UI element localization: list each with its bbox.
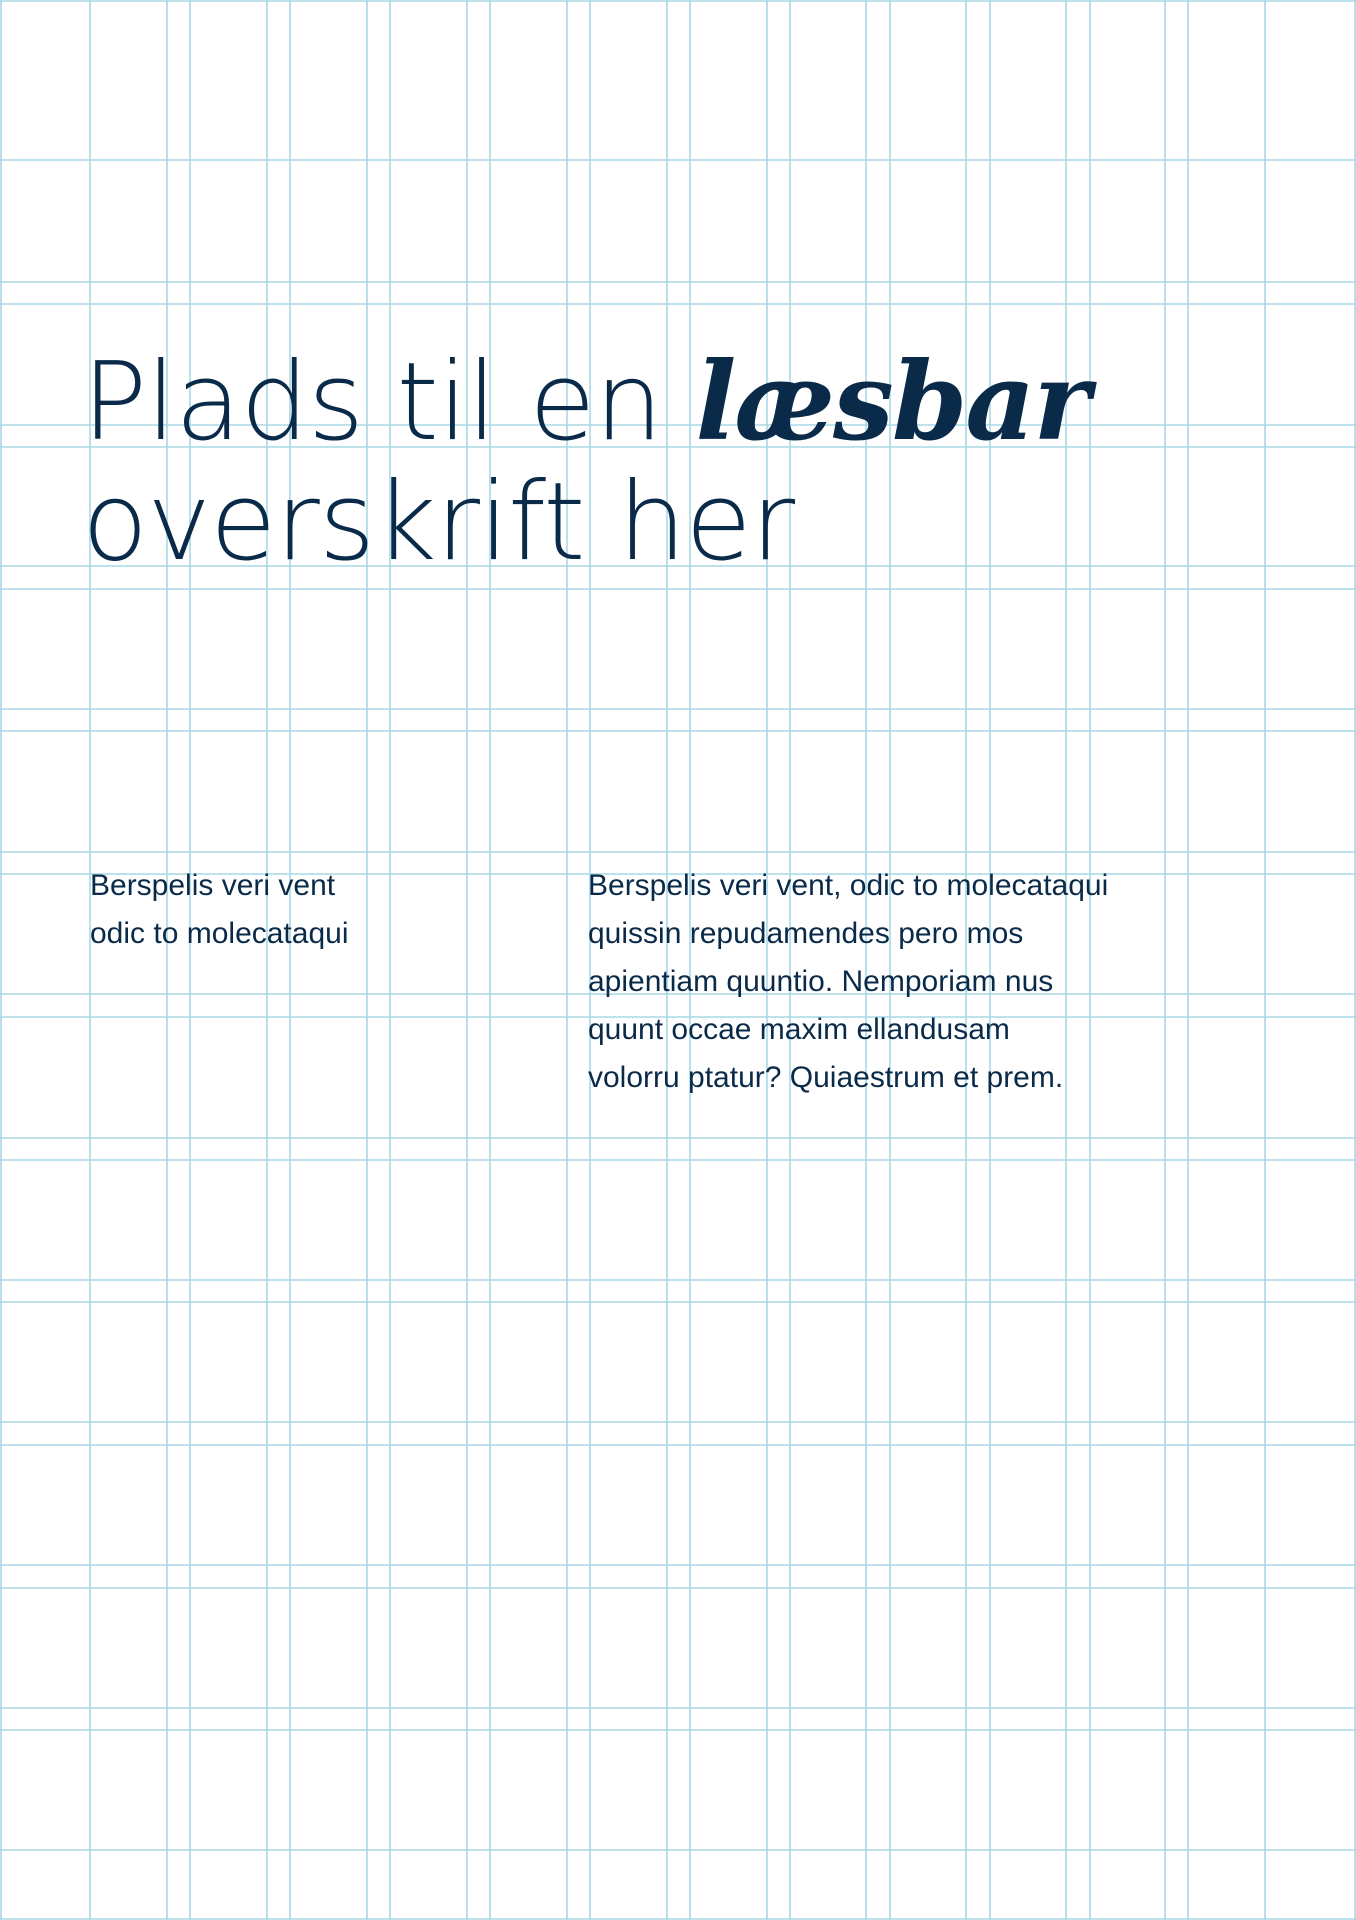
body-line: quunt occae maxim ellandusam	[588, 1013, 1010, 1046]
intro-line: odic to molecataqui	[90, 917, 349, 950]
body-line: apientiam quuntio. Nemporiam nus	[588, 965, 1054, 998]
headline-emphasis: læsbar	[695, 339, 1089, 465]
body-text	[588, 862, 1208, 1102]
body-line: volorru ptatur? Quiaestrum et prem.	[588, 1061, 1064, 1094]
intro-line: Berspelis veri vent	[90, 869, 336, 902]
body-line: Berspelis veri vent, odic to molecataqui	[588, 869, 1109, 902]
headline	[82, 339, 1232, 585]
headline-line-1	[82, 339, 1232, 465]
body-line: quissin repudamendes pero mos	[588, 917, 1024, 950]
intro-text	[90, 862, 430, 958]
headline-prefix: Plads til en	[82, 340, 696, 465]
headline-line-2: overskrift her	[82, 460, 795, 585]
